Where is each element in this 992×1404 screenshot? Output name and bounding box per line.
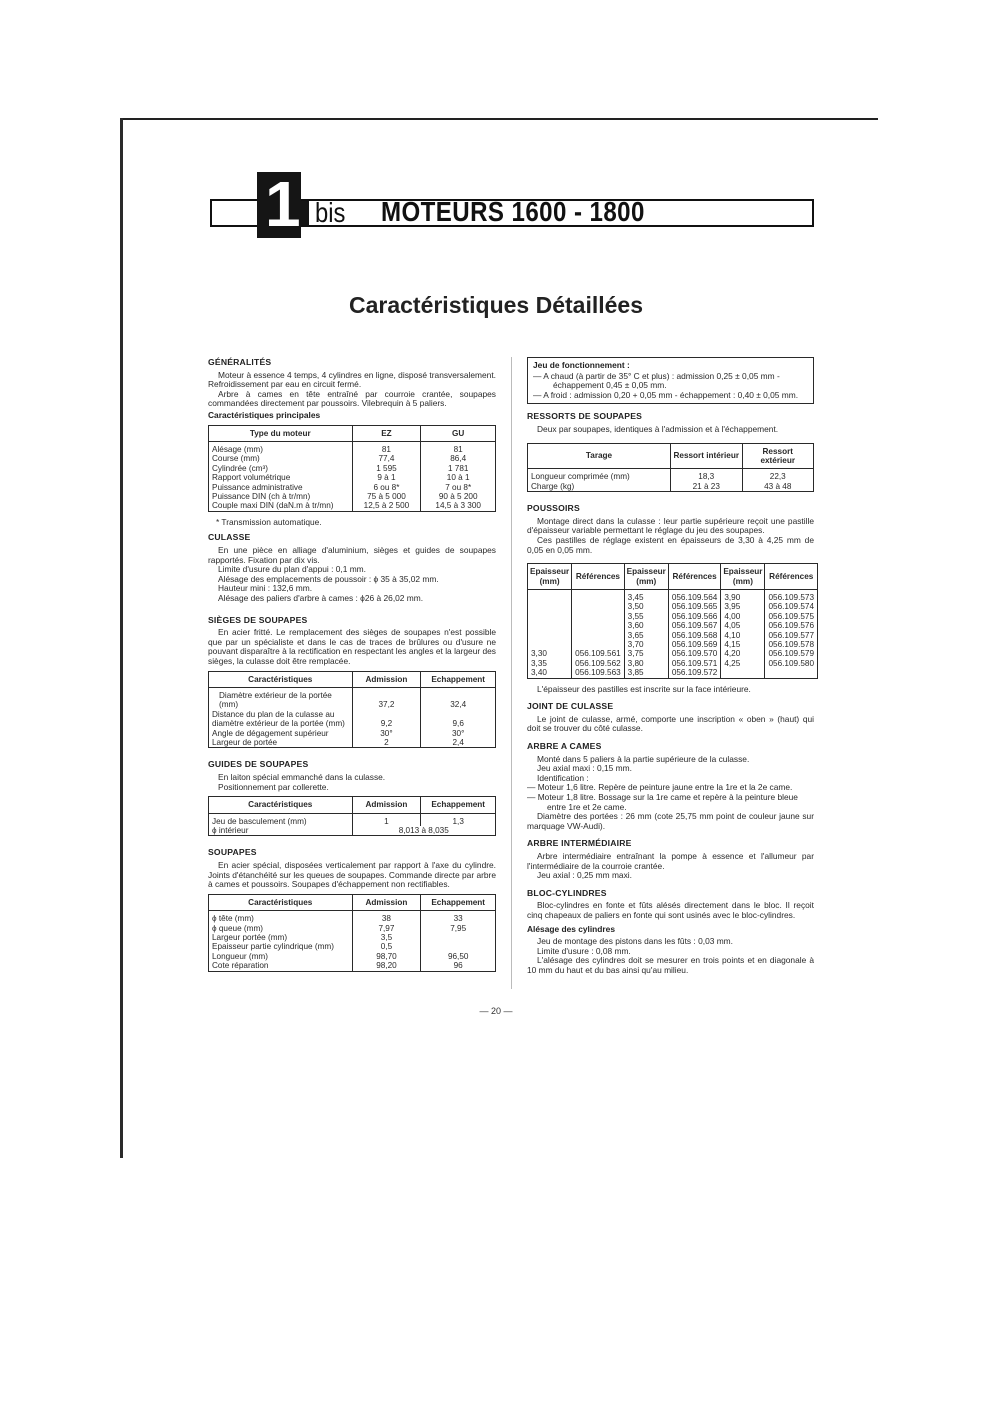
page-title: Caractéristiques Détaillées	[348, 292, 644, 318]
table-cell: ϕ queue (mm)	[209, 924, 353, 933]
table-header: Echappement	[421, 797, 496, 813]
table-header: Caractéristiques	[209, 671, 353, 687]
culasse-line: Alésage des paliers d'arbre à cames : ϕ26 à 26,02 mm.	[218, 592, 424, 603]
generalites-paragraph: Moteur à essence 4 temps, 4 cylindres en ligne, disposé transversalement. Refroidissement par eau en circuit fermé.	[208, 369, 496, 390]
table-cell: 056.109.563	[572, 668, 625, 678]
table-cell: Puissance DIN (ch à tr/mn)	[209, 492, 353, 501]
table-cell: 3,40	[528, 668, 572, 678]
table-cell: 056.109.579	[765, 649, 818, 658]
table-cell: 3,80	[624, 659, 668, 668]
table-cell: 7,95	[421, 924, 496, 933]
table-cell: 30°	[352, 729, 421, 738]
table-cell: 9,2	[352, 710, 421, 729]
sieges-table	[208, 671, 496, 749]
sieges-heading: SIÈGES DE SOUPAPES	[208, 614, 308, 625]
table-cell: 8,013 à 8,035	[352, 826, 496, 836]
table-cell: Charge (kg)	[528, 482, 671, 492]
table-cell: 056.109.566	[668, 612, 721, 621]
poussoirs-note: L'épaisseur des pastilles est inscrite sur la face intérieure.	[537, 683, 751, 694]
table-row	[528, 589, 818, 602]
table-row	[528, 631, 818, 640]
table-cell: 90 à 5 200	[421, 492, 496, 501]
table-cell: 056.109.569	[668, 640, 721, 649]
table-cell	[528, 612, 572, 621]
table-cell	[572, 640, 625, 649]
table-header: Admission	[352, 671, 421, 687]
guides-line: En laiton spécial emmanché dans la culasse.	[218, 771, 386, 782]
left-column	[208, 352, 496, 978]
table-cell: 81	[352, 441, 421, 454]
table-row	[209, 933, 496, 942]
table-row	[528, 668, 818, 678]
table-cell: Jeu de basculement (mm)	[209, 813, 353, 826]
table-cell	[421, 942, 496, 951]
table-cell: 3,5	[352, 933, 421, 942]
table-row	[209, 687, 496, 709]
table-row	[209, 454, 496, 463]
table-header: Références	[765, 564, 818, 590]
table-cell: 3,95	[721, 602, 765, 611]
guides-table	[208, 796, 496, 836]
table-cell: 056.109.567	[668, 621, 721, 630]
table-row	[209, 441, 496, 454]
table-cell: Diamètre extérieur de la portée (mm)	[209, 687, 353, 709]
table-cell: 056.109.561	[572, 649, 625, 658]
table-row	[209, 813, 496, 826]
table-cell: 056.109.565	[668, 602, 721, 611]
table-row	[209, 738, 496, 748]
jeu-fonctionnement-heading: Jeu de fonctionnement :	[533, 360, 630, 370]
guides-line: Positionnement par collerette.	[218, 781, 329, 792]
table-cell: Couple maxi DIN (daN.m à tr/mn)	[209, 501, 353, 511]
table-cell: 4,00	[721, 612, 765, 621]
bloc-paragraph: Bloc-cylindres en fonte et fûts alésés directement dans le bloc. Il reçoit cinq chapeaux de paliers en fonte qui sont usinés avec le bloc-cylindres.	[527, 900, 814, 920]
table-header: Références	[572, 564, 625, 590]
table-header: Admission	[352, 894, 421, 910]
jeu-item: — A froid : admission 0,20 + 0,05 mm - échappement : 0,40 ± 0,05 mm.	[533, 389, 799, 400]
table-row	[528, 482, 814, 492]
table-cell: Epaisseur partie cylindrique (mm)	[209, 942, 353, 951]
table-row	[209, 961, 496, 971]
table-cell: 4,10	[721, 631, 765, 640]
table-cell: 3,65	[624, 631, 668, 640]
arbre-intermediaire-heading: ARBRE INTERMÉDIAIRE	[527, 838, 632, 849]
table-cell: 3,85	[624, 668, 668, 678]
bloc-line: Limite d'usure : 0,08 mm.	[537, 945, 631, 956]
joint-heading: JOINT DE CULASSE	[527, 701, 614, 712]
table-cell: 43 à 48	[742, 482, 814, 492]
chapter-bar	[301, 201, 309, 225]
arbre-cames-line: Monté dans 5 paliers à la partie supérieure de la culasse.	[537, 753, 750, 764]
table-cell: 86,4	[421, 454, 496, 463]
table-cell: 6 ou 8*	[352, 483, 421, 492]
table-cell	[765, 668, 818, 678]
table-cell: 1 781	[421, 464, 496, 473]
table-cell: 22,3	[742, 469, 814, 482]
table-cell: 33	[421, 911, 496, 924]
table-cell: 3,75	[624, 649, 668, 658]
table-cell: 056.109.562	[572, 659, 625, 668]
table-cell: 2,4	[421, 738, 496, 748]
ressorts-heading: RESSORTS DE SOUPAPES	[527, 411, 643, 422]
table-cell	[572, 631, 625, 640]
generalites-paragraph: Arbre à cames en tête entraîné par courroie crantée, soupapes commandées directement par poussoirs. Vilebrequin à 5 paliers.	[208, 388, 496, 409]
table-row	[209, 473, 496, 482]
table-cell: Cylindrée (cm³)	[209, 464, 353, 473]
table-cell: Rapport volumétrique	[209, 473, 353, 482]
table-cell: 056.109.572	[668, 668, 721, 678]
table-cell: 056.109.576	[765, 621, 818, 630]
chapter-number: 1	[265, 168, 301, 240]
table-row	[209, 729, 496, 738]
table-cell	[528, 589, 572, 602]
table-cell: 96	[421, 961, 496, 971]
table-row	[209, 924, 496, 933]
table-row	[209, 492, 496, 501]
table-cell: 3,70	[624, 640, 668, 649]
table-header: Admission	[352, 797, 421, 813]
arbre-cames-paragraph: Diamètre des portées : 26 mm (cote 25,75 mm point de couleur jaune sur marquage VW-Audi).	[527, 811, 814, 831]
arbre-cames-line: Identification :	[537, 772, 589, 783]
table-cell: 7 ou 8*	[421, 483, 496, 492]
table-cell: 1,3	[421, 813, 496, 826]
poussoirs-paragraph: Montage direct dans la culasse : leur partie supérieure reçoit une pastille d'épaisseur variable permettant le réglage du jeu des soupapes.	[527, 515, 814, 536]
table-cell	[572, 589, 625, 602]
table-cell: 056.109.564	[668, 589, 721, 602]
table-cell: 18,3	[671, 469, 743, 482]
pastilles-table	[527, 563, 818, 678]
table-cell: Largeur portée (mm)	[209, 933, 353, 942]
table-cell: 10 à 1	[421, 473, 496, 482]
table-cell	[421, 933, 496, 942]
chapter-suffix: bis	[315, 197, 346, 228]
arbre-cames-item: — Moteur 1,6 litre. Repère de peinture jaune entre la 1re et la 2e came.	[527, 782, 793, 793]
table-header: Echappement	[421, 671, 496, 687]
generalites-heading: GÉNÉRALITÉS	[208, 357, 272, 367]
table-cell: 98,70	[352, 952, 421, 961]
table-cell: Angle de dégagement supérieur	[209, 729, 353, 738]
jeu-fonctionnement-box	[527, 357, 814, 404]
table-cell	[572, 612, 625, 621]
table-cell	[572, 621, 625, 630]
engine-type-table	[208, 425, 496, 512]
table-cell: Longueur comprimée (mm)	[528, 469, 671, 482]
table-cell: 056.109.571	[668, 659, 721, 668]
table-row	[209, 501, 496, 511]
joint-paragraph: Le joint de culasse, armé, comporte une inscription « oben » (haut) qui doit se trouver du côté culasse.	[527, 713, 814, 734]
table-header: Epaisseur (mm)	[528, 564, 572, 590]
soupapes-table	[208, 894, 496, 972]
table-cell: Course (mm)	[209, 454, 353, 463]
table-cell	[528, 631, 572, 640]
table-cell: 37,2	[352, 687, 421, 709]
arbre-intermediaire-line: Jeu axial : 0,25 mm maxi.	[537, 870, 632, 881]
scan-border-top	[120, 118, 878, 120]
table-header: Caractéristiques	[209, 894, 353, 910]
table-cell: 4,25	[721, 659, 765, 668]
table-cell: Distance du plan de la culasse au diamètre extérieur de la portée (mm)	[209, 710, 353, 729]
table-cell: 81	[421, 441, 496, 454]
footnote: * Transmission automatique.	[216, 516, 322, 527]
table-cell: 1 595	[352, 464, 421, 473]
table-cell: 056.109.568	[668, 631, 721, 640]
table-cell: Longueur (mm)	[209, 952, 353, 961]
ressorts-paragraph: Deux par soupapes, identiques à l'admission et à l'échappement.	[537, 423, 779, 434]
chapter-title: MOTEURS 1600 - 1800	[381, 196, 645, 227]
table-cell: 9 à 1	[352, 473, 421, 482]
bloc-paragraph: L'alésage des cylindres doit se mesurer en trois points et en diagonale à 10 mm du haut et du bas ainsi qu'au milieu.	[527, 955, 814, 975]
arbre-cames-line: Jeu axial maxi : 0,15 mm.	[537, 763, 632, 774]
soupapes-paragraph: En acier spécial, disposées verticalement par rapport à l'axe du cylindre. Joints d'étanchéité sur les queues de soupapes. Commande directe par arbre à cames et poussoirs. Soupapes d'échappement non rectifiables.	[208, 859, 496, 890]
table-cell	[721, 668, 765, 678]
table-row	[209, 911, 496, 924]
poussoirs-heading: POUSSOIRS	[527, 503, 580, 514]
table-cell: 75 à 5 000	[352, 492, 421, 501]
table-cell	[572, 602, 625, 611]
table-cell: 38	[352, 911, 421, 924]
table-cell: 96,50	[421, 952, 496, 961]
table-cell: 3,30	[528, 649, 572, 658]
table-cell: 0,5	[352, 942, 421, 951]
table-header: Echappement	[421, 894, 496, 910]
table-row	[528, 469, 814, 482]
table-cell: 12,5 à 2 500	[352, 501, 421, 511]
bloc-line: Jeu de montage des pistons dans les fûts : 0,03 mm.	[537, 936, 733, 947]
table-cell: 9,6	[421, 710, 496, 729]
bloc-heading: BLOC-CYLINDRES	[527, 887, 607, 898]
table-cell: 2	[352, 738, 421, 748]
table-header: Ressort intérieur	[671, 443, 743, 469]
table-cell: 1	[352, 813, 421, 826]
table-cell: 4,05	[721, 621, 765, 630]
sieges-paragraph: En acier fritté. Le remplacement des sièges de soupapes n'est possible que par un spécialiste et dans le cas de traces de brûlures ou d'usure ne pouvant disparaître à la rectification en respectant les angles et la largeur des sièges, la culasse doit être remplacée.	[208, 627, 496, 666]
table-header: EZ	[352, 425, 421, 441]
table-header: Caractéristiques	[209, 797, 353, 813]
ressorts-table	[527, 443, 814, 493]
table-row	[528, 602, 818, 611]
table-cell	[528, 621, 572, 630]
table-row	[528, 649, 818, 658]
arbre-intermediaire-paragraph: Arbre intermédiaire entraînant la pompe à essence et l'allumeur par l'intermédiaire de la courroie crantée.	[527, 850, 814, 871]
table-cell: 14,5 à 3 300	[421, 501, 496, 511]
table-row	[209, 710, 496, 729]
table-row	[209, 826, 496, 836]
column-divider	[511, 357, 512, 989]
table-header: Type du moteur	[209, 425, 353, 441]
table-cell: Puissance administrative	[209, 483, 353, 492]
guides-heading: GUIDES DE SOUPAPES	[208, 759, 309, 770]
table-cell: 3,35	[528, 659, 572, 668]
table-row	[528, 621, 818, 630]
table-header: Références	[668, 564, 721, 590]
table-cell: 056.109.580	[765, 659, 818, 668]
table-row	[209, 464, 496, 473]
table-cell: 4,20	[721, 649, 765, 658]
table-cell: ϕ intérieur	[209, 826, 353, 836]
table-header: Epaisseur (mm)	[721, 564, 765, 590]
table-row	[528, 659, 818, 668]
table-header: Epaisseur (mm)	[624, 564, 668, 590]
table-header: Ressort extérieur	[742, 443, 814, 469]
table-cell: Largeur de portée	[209, 738, 353, 748]
arbre-cames-heading: ARBRE A CAMES	[527, 741, 602, 751]
table-row	[209, 952, 496, 961]
table-row	[209, 483, 496, 492]
table-cell: 77,4	[352, 454, 421, 463]
table-row	[528, 612, 818, 621]
table-cell: 7,97	[352, 924, 421, 933]
table-cell: 056.109.574	[765, 602, 818, 611]
right-column	[527, 357, 814, 975]
table-cell: 30°	[421, 729, 496, 738]
culasse-line: Limite d'usure du plan d'appui : 0,1 mm.	[218, 564, 366, 575]
table-cell: 056.109.575	[765, 612, 818, 621]
table-cell: Alésage (mm)	[209, 441, 353, 454]
table-cell: 056.109.577	[765, 631, 818, 640]
table-cell: 3,60	[624, 621, 668, 630]
culasse-heading: CULASSE	[208, 532, 251, 543]
jeu-item: — A chaud (à partir de 35° C et plus) : admission 0,25 ± 0,05 mm - échappement 0,45 ± 0,05 mm.	[533, 370, 780, 391]
caracteristiques-principales-heading: Caractéristiques principales	[208, 409, 321, 420]
table-cell: 056.109.570	[668, 649, 721, 658]
table-cell: 056.109.578	[765, 640, 818, 649]
table-header: GU	[421, 425, 496, 441]
table-cell: 3,50	[624, 602, 668, 611]
table-cell: 4,15	[721, 640, 765, 649]
arbre-cames-item: — Moteur 1,8 litre. Bossage sur la 1re came et repère à la peinture bleue entre 1re et 2e came.	[527, 791, 798, 812]
table-cell: Cote réparation	[209, 961, 353, 971]
table-cell: 98,20	[352, 961, 421, 971]
table-cell: 3,45	[624, 589, 668, 602]
table-header: Tarage	[528, 443, 671, 469]
table-row	[209, 942, 496, 951]
table-cell	[528, 640, 572, 649]
table-cell: 3,55	[624, 612, 668, 621]
page-number: — 20 —	[479, 1006, 513, 1016]
scan-border-left	[120, 118, 123, 1158]
poussoirs-paragraph: Ces pastilles de réglage existent en épaisseurs de 3,30 à 4,25 mm de 0,05 en 0,05 mm.	[527, 534, 814, 555]
culasse-paragraph: En une pièce en alliage d'aluminium, sièges et guides de soupapes rapportés. Fixation par dix vis.	[208, 545, 496, 565]
table-cell: 056.109.573	[765, 589, 818, 602]
table-cell: 21 à 23	[671, 482, 743, 492]
culasse-line: Alésage des emplacements de poussoir : ϕ 35 à 35,02 mm.	[218, 573, 439, 584]
table-cell: ϕ tête (mm)	[209, 911, 353, 924]
table-row	[528, 640, 818, 649]
table-cell	[528, 602, 572, 611]
table-cell: 3,90	[721, 589, 765, 602]
alesage-heading: Alésage des cylindres	[527, 923, 615, 934]
soupapes-heading: SOUPAPES	[208, 847, 257, 858]
culasse-line: Hauteur mini : 132,6 mm.	[218, 583, 313, 594]
table-cell: 32,4	[421, 687, 496, 709]
